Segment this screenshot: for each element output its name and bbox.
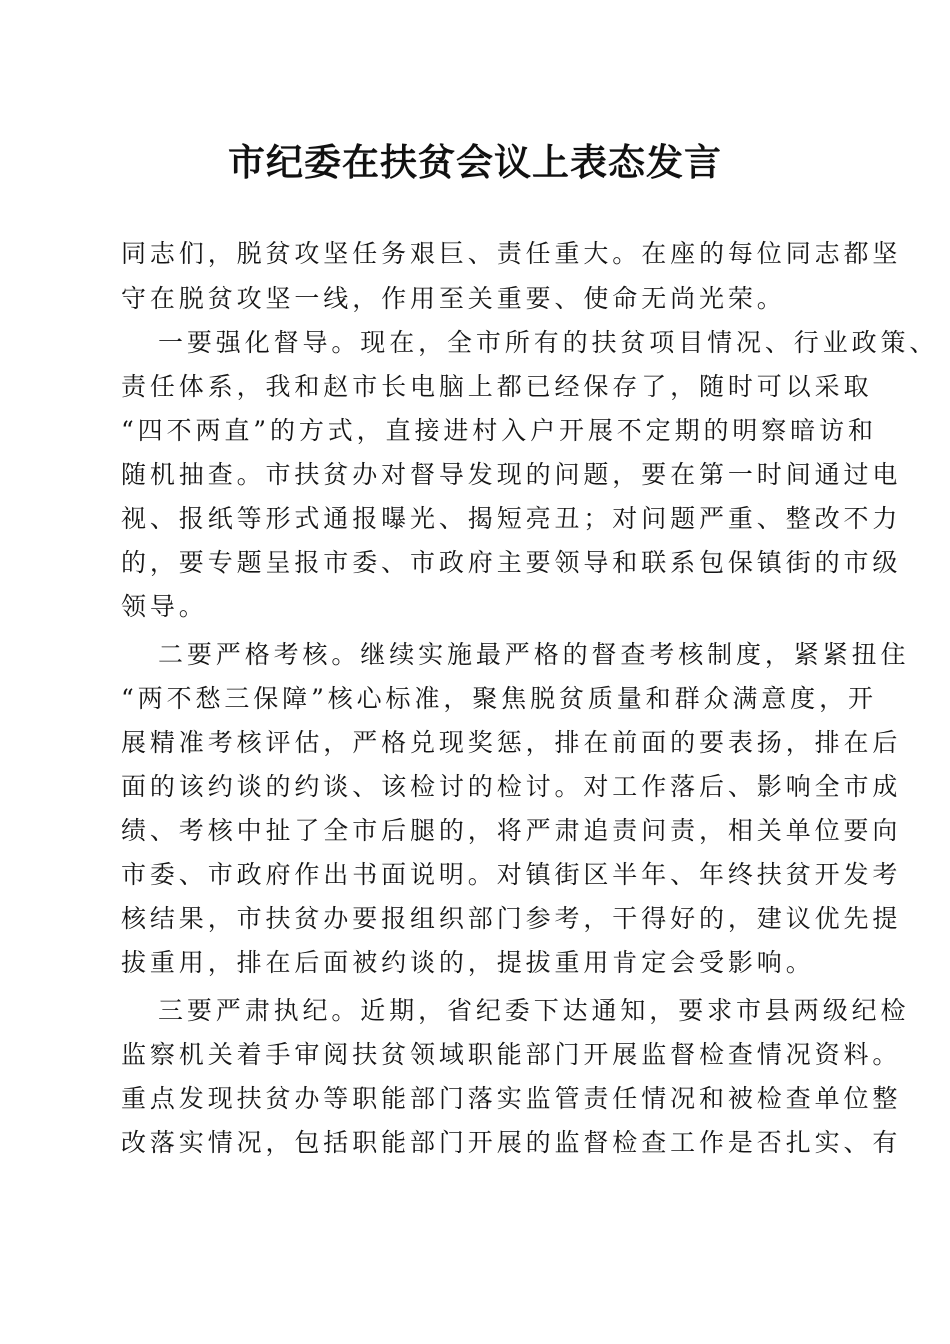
text-line-20: 重点发现扶贫办等职能部门落实监管责任情况和被检查单位整 — [121, 1084, 902, 1113]
text-line-11: “两不愁三保障”核心标准，聚焦脱贫质量和群众满意度，开 — [121, 684, 877, 713]
text-line-8: 的，要专题呈报市委、市政府主要领导和联系包保镇街的市级 — [121, 548, 902, 577]
text-line-21: 改落实情况，包括职能部门开展的监督检查工作是否扎实、有 — [121, 1128, 902, 1157]
text-line-18: 三要严肃执纪。近期，省纪委下达通知，要求市县两级纪检 — [158, 996, 910, 1025]
text-line-5: “四不两直”的方式，直接进村入户开展不定期的明察暗访和 — [121, 416, 877, 445]
text-line-13: 面的该约谈的约谈、该检讨的检讨。对工作落后、影响全市成 — [121, 772, 902, 801]
text-line-4: 责任体系，我和赵市长电脑上都已经保存了，随时可以采取 — [121, 372, 873, 401]
text-line-19: 监察机关着手审阅扶贫领域职能部门开展监督检查情况资料。 — [121, 1040, 902, 1069]
text-line-10: 二要严格考核。继续实施最严格的督查考核制度，紧紧扭住 — [158, 640, 910, 669]
text-line-15: 市委、市政府作出书面说明。对镇街区半年、年终扶贫开发考 — [121, 860, 902, 889]
text-line-16: 核结果，市扶贫办要报组织部门参考，干得好的，建议优先提 — [121, 904, 902, 933]
text-line-2: 守在脱贫攻坚一线，作用至关重要、使命无尚光荣。 — [121, 284, 786, 313]
text-line-14: 绩、考核中扯了全市后腿的，将严肃追责问责，相关单位要向 — [121, 816, 902, 845]
text-line-12: 展精准考核评估，严格兑现奖惩，排在前面的要表扬，排在后 — [121, 728, 902, 757]
text-line-7: 视、报纸等形式通报曝光、揭短亮丑；对问题严重、整改不力 — [121, 504, 902, 533]
text-line-3: 一要强化督导。现在，全市所有的扶贫项目情况、行业政策、 — [158, 328, 939, 357]
text-line-17: 拔重用，排在后面被约谈的，提拔重用肯定会受影响。 — [121, 948, 815, 977]
text-line-9: 领导。 — [121, 592, 208, 621]
text-line-6: 随机抽查。市扶贫办对督导发现的问题，要在第一时间通过电 — [121, 460, 902, 489]
text-line-1: 同志们，脱贫攻坚任务艰巨、责任重大。在座的每位同志都坚 — [121, 239, 902, 268]
document-title: 市纪委在扶贫会议上表态发言 — [228, 140, 722, 184]
